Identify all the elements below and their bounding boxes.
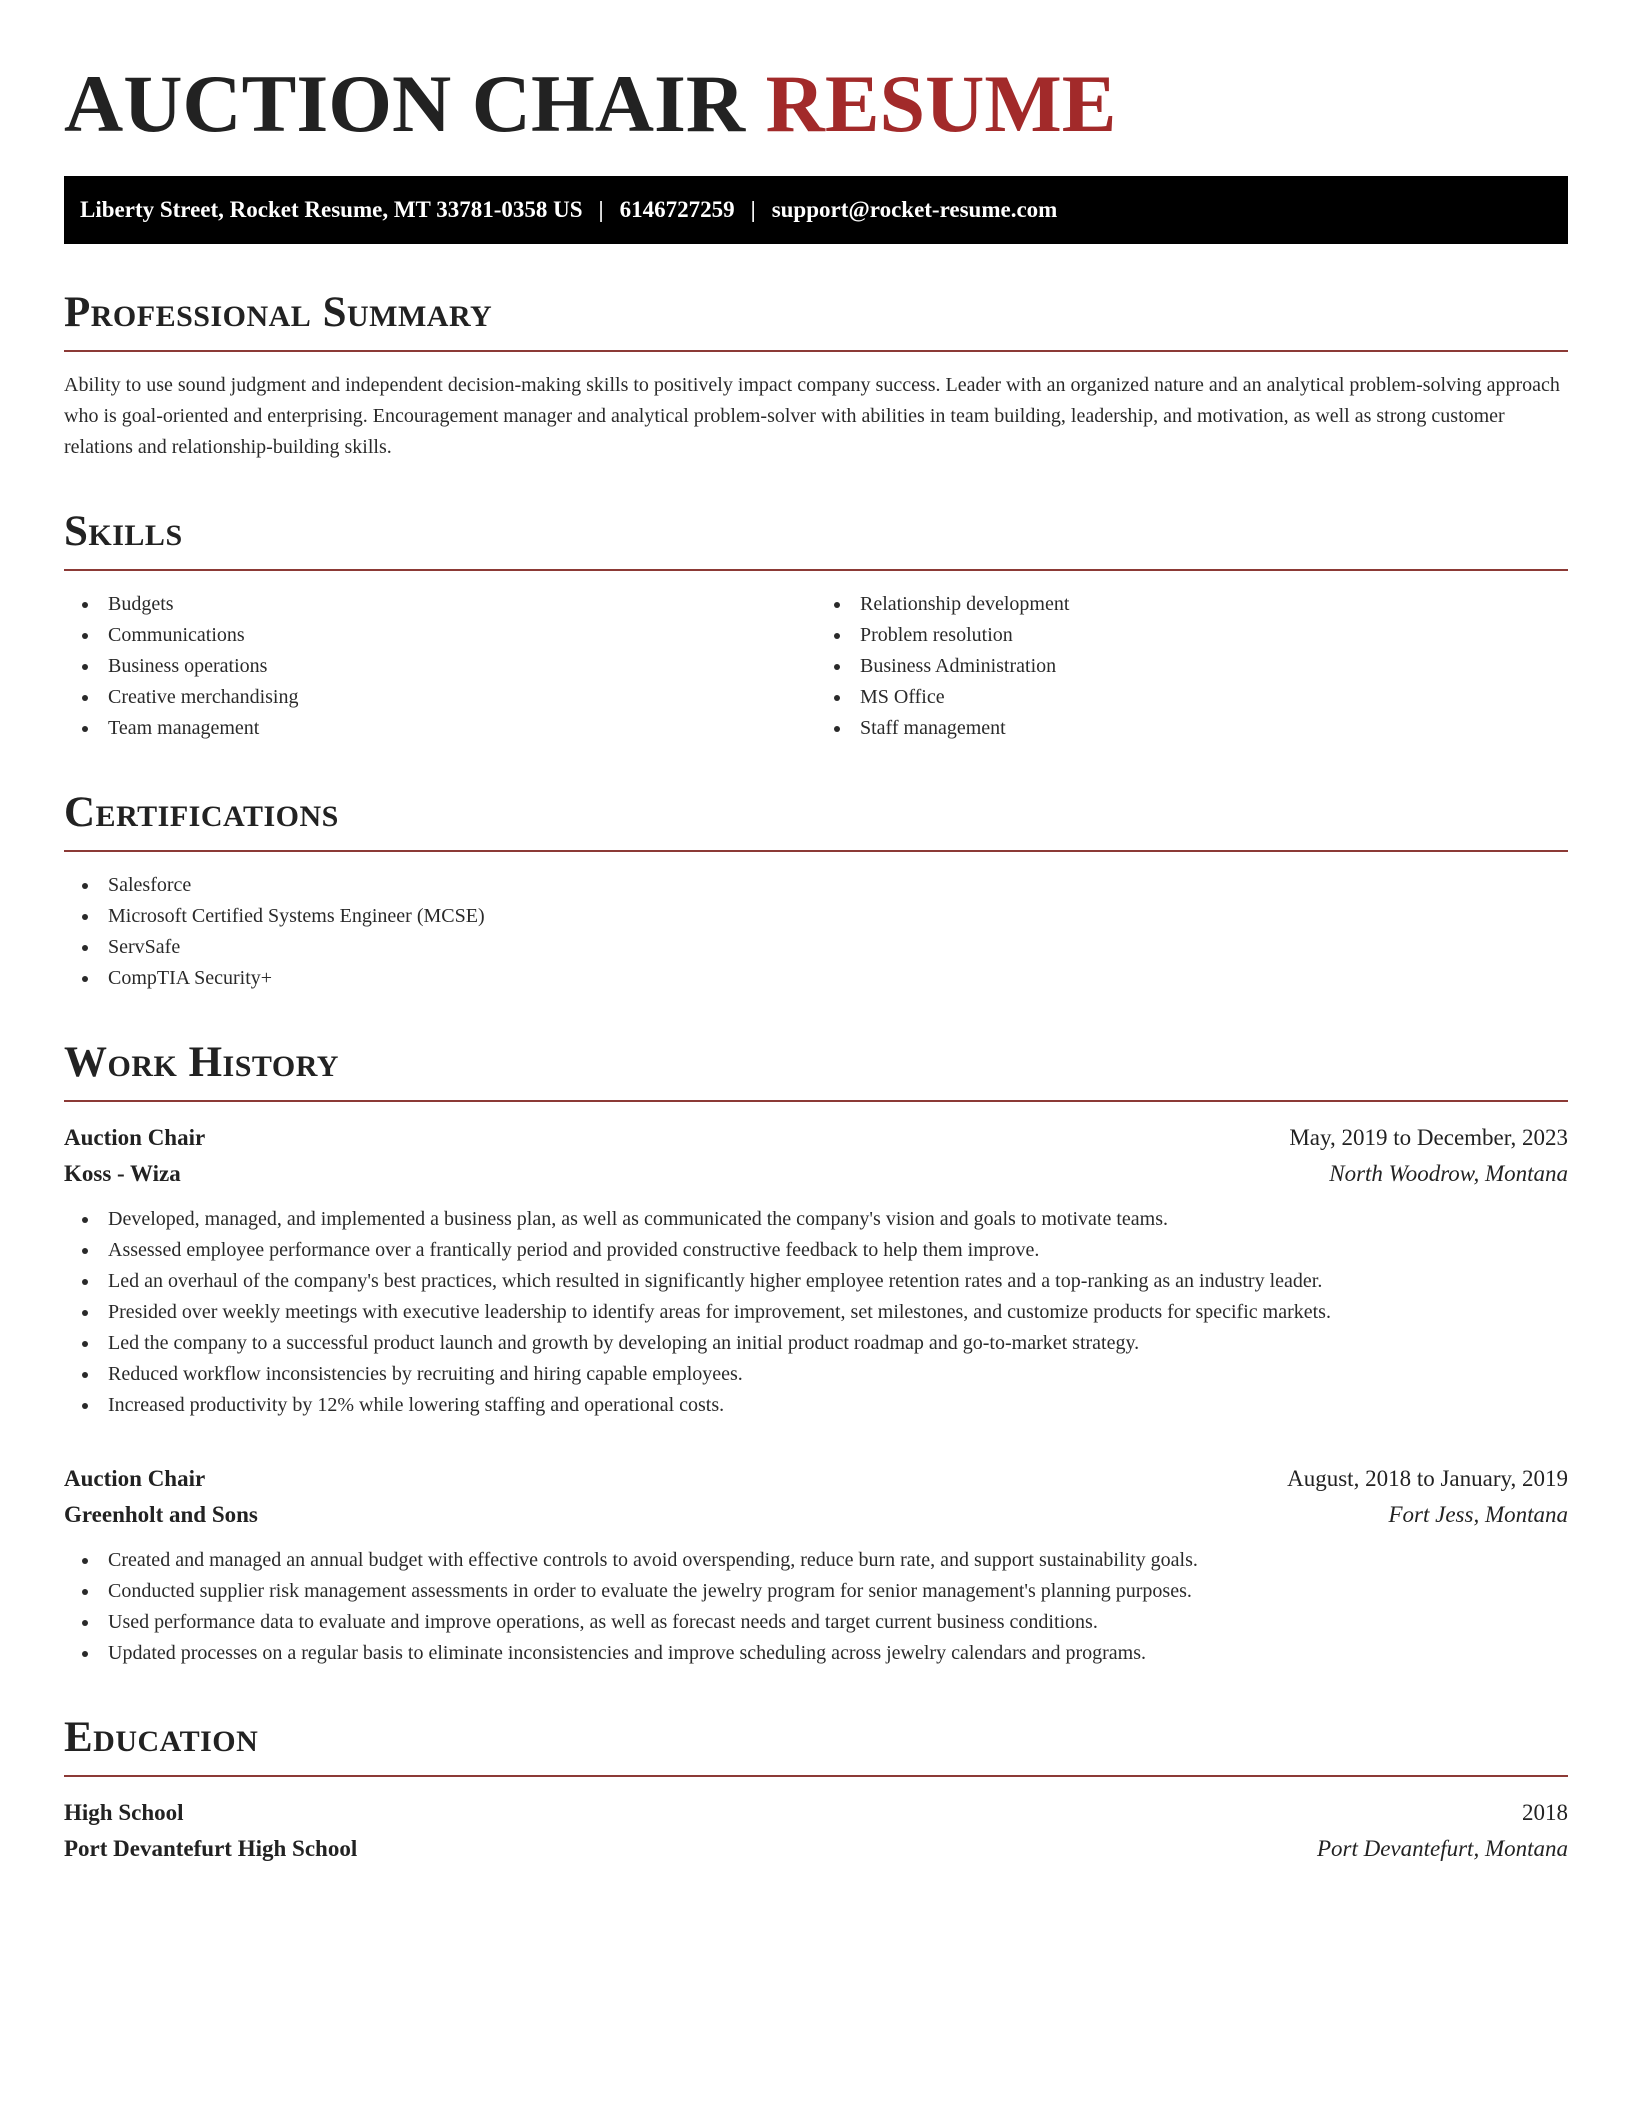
title-accent: RESUME	[765, 58, 1117, 149]
job-location: North Woodrow, Montana	[1329, 1161, 1568, 1186]
education-school-row	[64, 1831, 1568, 1867]
contact-separator: |	[750, 197, 756, 222]
contact-email: support@rocket-resume.com	[771, 197, 1058, 222]
certification-item: CompTIA Security+	[64, 963, 1568, 994]
job-bullet: Reduced workflow inconsistencies by recruiting and hiring capable employees.	[64, 1359, 1568, 1390]
skill-item: Problem resolution	[816, 620, 1568, 651]
job-bullets	[64, 1204, 1568, 1421]
job-header-row	[64, 1461, 1568, 1497]
job-header-row	[64, 1120, 1568, 1156]
job-company-row	[64, 1156, 1568, 1192]
skill-item: Relationship development	[816, 589, 1568, 620]
job-bullet: Used performance data to evaluate and improve operations, as well as forecast needs and target current business conditions.	[64, 1607, 1568, 1638]
education-header-row	[64, 1795, 1568, 1831]
skills-grid	[64, 571, 1568, 744]
contact-separator: |	[598, 197, 604, 222]
skill-item: Team management	[64, 713, 816, 744]
certifications-list	[64, 870, 1568, 994]
job-dates: May, 2019 to December, 2023	[1289, 1125, 1568, 1150]
education-section	[64, 1713, 1568, 1867]
certification-item: ServSafe	[64, 932, 1568, 963]
job-title: Auction Chair	[64, 1466, 206, 1491]
skills-list-right	[816, 589, 1568, 744]
education-heading: Education	[64, 1714, 259, 1761]
certifications-section	[64, 788, 1568, 994]
job-bullet: Created and managed an annual budget with effective controls to avoid overspending, reduce burn rate, and support sustainability goals.	[64, 1545, 1568, 1576]
job-company: Koss - Wiza	[64, 1161, 181, 1186]
certifications-heading: Certifications	[64, 789, 339, 836]
skill-item: MS Office	[816, 682, 1568, 713]
skill-item: Creative merchandising	[64, 682, 816, 713]
skill-item: Communications	[64, 620, 816, 651]
summary-heading: Professional Summary	[64, 289, 493, 336]
job-bullet: Developed, managed, and implemented a business plan, as well as communicated the company's vision and goals to motivate teams.	[64, 1204, 1568, 1235]
contact-bar	[64, 176, 1568, 244]
education-year: 2018	[1522, 1800, 1568, 1825]
certification-item: Salesforce	[64, 870, 1568, 901]
section-divider	[64, 1100, 1568, 1102]
contact-phone: 6146727259	[619, 197, 735, 222]
summary-section	[64, 288, 1568, 463]
job-entry	[64, 1120, 1568, 1421]
job-bullet: Conducted supplier risk management assessments in order to evaluate the jewelry program for senior management's planning purposes.	[64, 1576, 1568, 1607]
skill-item: Business Administration	[816, 651, 1568, 682]
skill-item: Budgets	[64, 589, 816, 620]
skills-list-left	[64, 589, 816, 744]
education-location: Port Devantefurt, Montana	[1316, 1836, 1568, 1861]
job-title: Auction Chair	[64, 1125, 206, 1150]
education-degree: High School	[64, 1800, 184, 1825]
job-company: Greenholt and Sons	[64, 1502, 258, 1527]
education-school: Port Devantefurt High School	[64, 1836, 358, 1861]
job-bullet: Increased productivity by 12% while lowering staffing and operational costs.	[64, 1390, 1568, 1421]
job-bullet: Assessed employee performance over a frantically period and provided constructive feedback to help them improve.	[64, 1235, 1568, 1266]
summary-text: Ability to use sound judgment and independent decision-making skills to positively impact company success. Leader with an organized nature and an analytical problem-solving approach who is goal-oriented and enterprising. Encouragement manager and analytical problem-solver with abilities in team building, leadership, and motivation, as well as strong customer relations and relationship-building skills.	[64, 374, 1560, 458]
job-bullet: Led an overhaul of the company's best practices, which resulted in significantly higher employee retention rates and a top-ranking as an industry leader.	[64, 1266, 1568, 1297]
work-history-heading: Work History	[64, 1039, 339, 1086]
section-divider	[64, 350, 1568, 352]
education-entry	[64, 1795, 1568, 1867]
job-location: Fort Jess, Montana	[1388, 1502, 1568, 1527]
job-entry	[64, 1461, 1568, 1669]
work-history-section	[64, 1038, 1568, 1669]
job-bullet: Presided over weekly meetings with executive leadership to identify areas for improvement, set milestones, and customize products for specific markets.	[64, 1297, 1568, 1328]
certification-item: Microsoft Certified Systems Engineer (MCSE)	[64, 901, 1568, 932]
contact-address: Liberty Street, Rocket Resume, MT 33781-0358 US	[80, 197, 583, 222]
skills-heading: Skills	[64, 508, 183, 555]
skills-section	[64, 507, 1568, 744]
section-divider	[64, 850, 1568, 852]
title-main: AUCTION CHAIR	[64, 58, 746, 149]
job-bullets	[64, 1545, 1568, 1669]
job-bullet: Led the company to a successful product launch and growth by developing an initial product roadmap and go-to-market strategy.	[64, 1328, 1568, 1359]
resume-title	[64, 0, 1568, 152]
job-company-row	[64, 1497, 1568, 1533]
skill-item: Business operations	[64, 651, 816, 682]
section-divider	[64, 1775, 1568, 1777]
skill-item: Staff management	[816, 713, 1568, 744]
job-bullet: Updated processes on a regular basis to eliminate inconsistencies and improve scheduling across jewelry calendars and programs.	[64, 1638, 1568, 1669]
job-dates: August, 2018 to January, 2019	[1287, 1466, 1568, 1491]
